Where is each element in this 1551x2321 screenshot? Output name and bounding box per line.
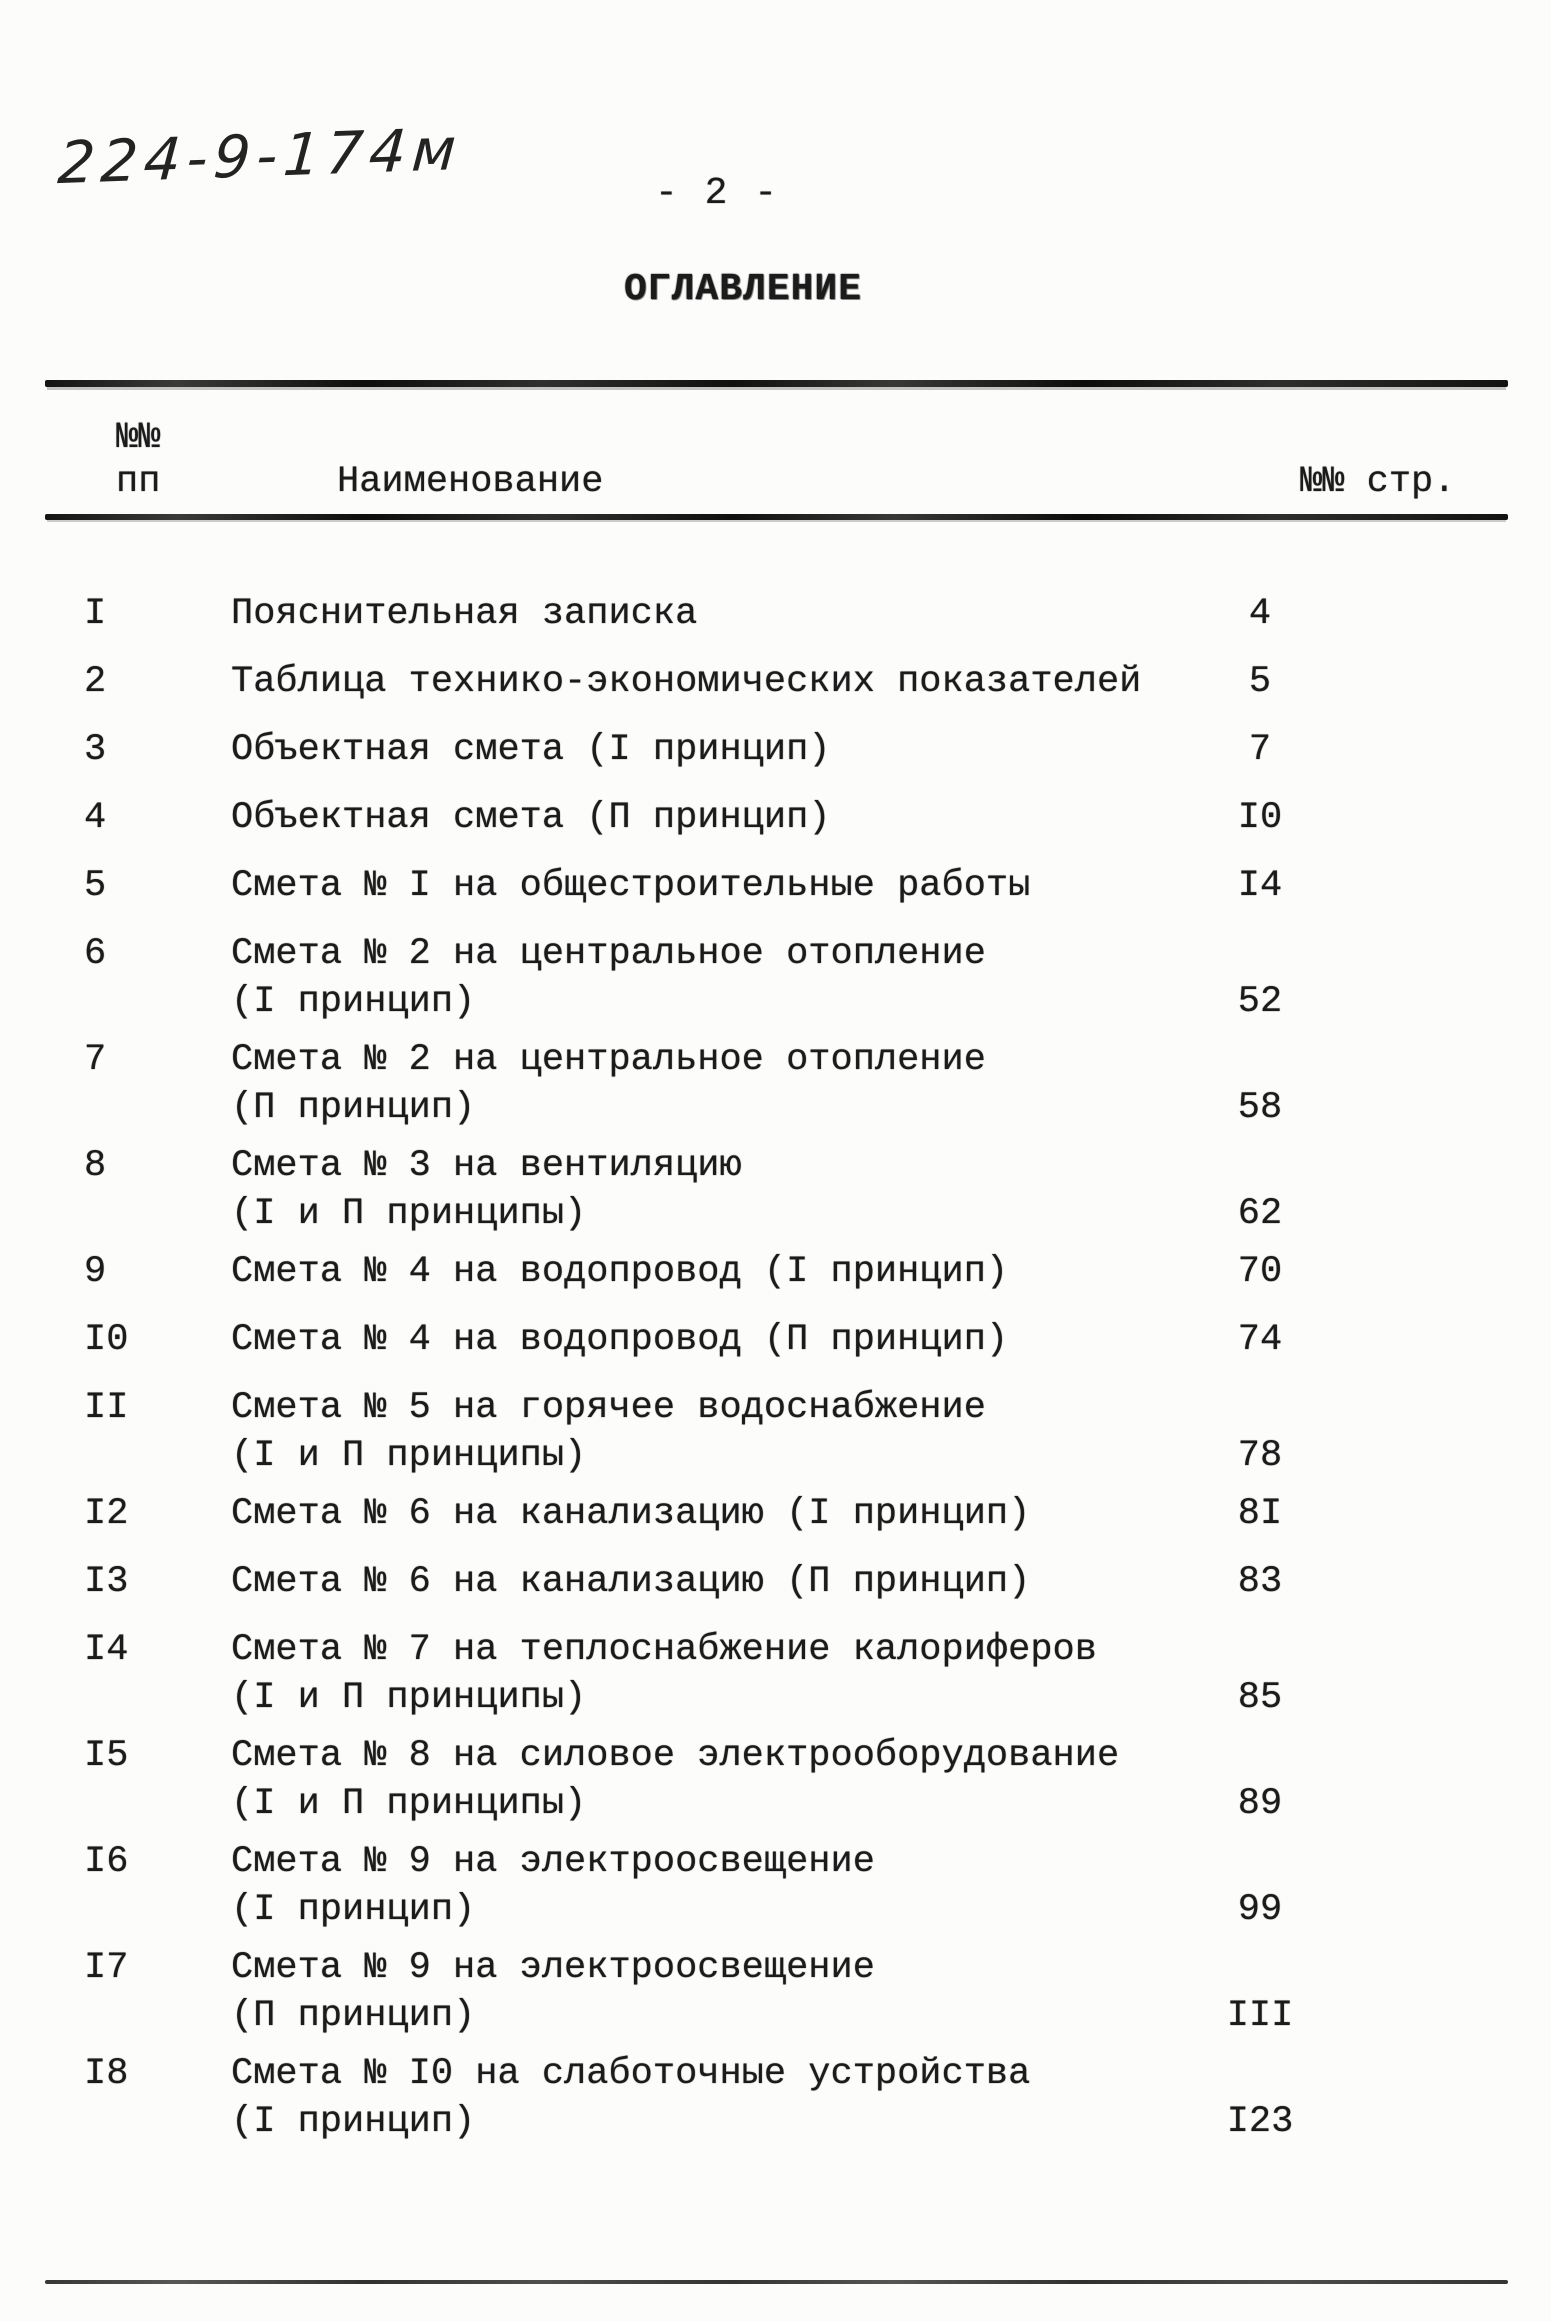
- row-title-line1: Смета № 2 на центральное отопление: [231, 1039, 986, 1081]
- row-page: 78: [1237, 1435, 1283, 1477]
- row-title-line1: Смета № 2 на центральное отопление: [231, 933, 986, 975]
- row-title-line1: Объектная смета (I принцип): [231, 729, 831, 771]
- row-title-line2: (П принцип): [231, 1087, 476, 1129]
- row-title-line2: (I и П принципы): [231, 1677, 587, 1719]
- row-number: 2: [84, 661, 107, 703]
- toc-row: [80, 1142, 1551, 1238]
- row-page: I23: [1226, 2101, 1294, 2143]
- row-page: 7: [1248, 729, 1272, 771]
- row-page: 85: [1237, 1677, 1283, 1719]
- row-title: [225, 1490, 1160, 1538]
- row-number: 7: [84, 1039, 107, 1081]
- table-header-rule: [45, 514, 1508, 520]
- row-title-line1: Смета № 9 на электроосвещение: [231, 1841, 875, 1883]
- row-page: 4: [1248, 593, 1272, 635]
- row-page: 5: [1248, 661, 1272, 703]
- row-page: 99: [1237, 1889, 1283, 1931]
- header-col-number-line1: №№: [116, 417, 161, 459]
- row-title: [225, 1944, 1160, 2040]
- row-title-line1: Смета № 9 на электроосвещение: [231, 1947, 875, 1989]
- row-title: [225, 1316, 1160, 1364]
- row-title-line2: (I и П принципы): [231, 1193, 587, 1235]
- row-title: [225, 794, 1160, 842]
- toc-row: [80, 930, 1551, 1026]
- row-title-line1: Смета № 4 на водопровод (I принцип): [231, 1251, 1009, 1293]
- toc-row: [80, 658, 1551, 706]
- row-title-line1: Смета № 6 на канализацию (I принцип): [231, 1493, 1031, 1535]
- row-number: I4: [84, 1629, 129, 1671]
- toc-row: [80, 590, 1551, 638]
- row-number: I3: [84, 1561, 129, 1603]
- toc-row: [80, 2050, 1551, 2146]
- row-title: [225, 726, 1160, 774]
- row-number: I8: [84, 2053, 129, 2095]
- toc-row: [80, 1558, 1551, 1606]
- row-number: II: [84, 1387, 129, 1429]
- toc-row: [80, 1490, 1551, 1538]
- toc-row: [80, 1732, 1551, 1828]
- row-title-line1: Смета № 4 на водопровод (П принцип): [231, 1319, 1009, 1361]
- row-number: I5: [84, 1735, 129, 1777]
- row-title-line1: Смета № 8 на силовое электрооборудование: [231, 1735, 1120, 1777]
- row-title: [225, 590, 1160, 638]
- row-title: [225, 1384, 1160, 1480]
- row-title-line2: (I принцип): [231, 1889, 476, 1931]
- row-page: 70: [1237, 1251, 1283, 1293]
- row-title: [225, 1142, 1160, 1238]
- toc-row: [80, 1626, 1551, 1722]
- row-title-line1: Смета № I на общестроительные работы: [231, 865, 1031, 907]
- row-page: 52: [1237, 981, 1283, 1023]
- row-title-line2: (I и П принципы): [231, 1783, 587, 1825]
- row-title: [225, 1558, 1160, 1606]
- row-title-line1: Смета № 7 на теплоснабжение калориферов: [231, 1629, 1097, 1671]
- page-number: - 2 -: [655, 172, 780, 215]
- row-title-line1: Пояснительная записка: [231, 593, 698, 635]
- row-title-line2: (I принцип): [231, 981, 476, 1023]
- row-title: [225, 930, 1160, 1026]
- row-number: 8: [84, 1145, 107, 1187]
- row-page: 58: [1237, 1087, 1283, 1129]
- row-title-line1: Таблица технико-экономических показателей: [231, 661, 1142, 703]
- toc-row: [80, 1838, 1551, 1934]
- row-title-line1: Объектная смета (П принцип): [231, 797, 831, 839]
- header-col-page: №№ стр.: [1300, 461, 1456, 503]
- table-body: [0, 590, 1551, 2156]
- row-number: I: [84, 593, 107, 635]
- row-page: 74: [1237, 1319, 1283, 1361]
- row-title: [225, 1732, 1160, 1828]
- toc-row: [80, 1316, 1551, 1364]
- row-title: [225, 2050, 1160, 2146]
- row-title-line1: Смета № I0 на слаботочные устройства: [231, 2053, 1031, 2095]
- header-col-number-line2: пп: [116, 461, 161, 503]
- row-number: 9: [84, 1251, 107, 1293]
- row-title-line2: (П принцип): [231, 1995, 476, 2037]
- row-title: [225, 1248, 1160, 1296]
- toc-row: [80, 1036, 1551, 1132]
- row-page: I4: [1237, 865, 1283, 907]
- header-col-name: Наименование: [337, 461, 604, 503]
- row-page: III: [1226, 1995, 1294, 2037]
- row-number: I0: [84, 1319, 129, 1361]
- row-page: 89: [1237, 1783, 1283, 1825]
- table-top-rule: [45, 380, 1508, 387]
- row-title-line2: (I и П принципы): [231, 1435, 587, 1477]
- row-number: I7: [84, 1947, 129, 1989]
- header-col-number: [80, 416, 225, 504]
- page-title: ОГЛАВЛЕНИЕ: [624, 268, 863, 311]
- toc-row: [80, 1944, 1551, 2040]
- row-page: I0: [1237, 797, 1283, 839]
- toc-row: [80, 862, 1551, 910]
- row-number: 6: [84, 933, 107, 975]
- row-title-line1: Смета № 6 на канализацию (П принцип): [231, 1561, 1031, 1603]
- toc-row: [80, 794, 1551, 842]
- row-title: [225, 658, 1160, 706]
- row-number: I6: [84, 1841, 129, 1883]
- row-page: 62: [1237, 1193, 1283, 1235]
- row-title: [225, 1036, 1160, 1132]
- toc-row: [80, 1384, 1551, 1480]
- handwritten-project-code: 224-9-174м: [55, 114, 465, 198]
- toc-row: [80, 726, 1551, 774]
- page-bottom-rule: [45, 2280, 1508, 2284]
- row-title: [225, 1626, 1160, 1722]
- row-number: I2: [84, 1493, 129, 1535]
- row-number: 3: [84, 729, 107, 771]
- row-title: [225, 1838, 1160, 1934]
- row-title-line1: Смета № 3 на вентиляцию: [231, 1145, 742, 1187]
- row-title-line1: Смета № 5 на горячее водоснабжение: [231, 1387, 986, 1429]
- row-title-line2: (I принцип): [231, 2101, 476, 2143]
- row-page: 8I: [1237, 1493, 1283, 1535]
- row-number: 5: [84, 865, 107, 907]
- toc-row: [80, 1248, 1551, 1296]
- row-number: 4: [84, 797, 107, 839]
- table-header-row: [80, 416, 1551, 504]
- row-page: 83: [1237, 1561, 1283, 1603]
- row-title: [225, 862, 1160, 910]
